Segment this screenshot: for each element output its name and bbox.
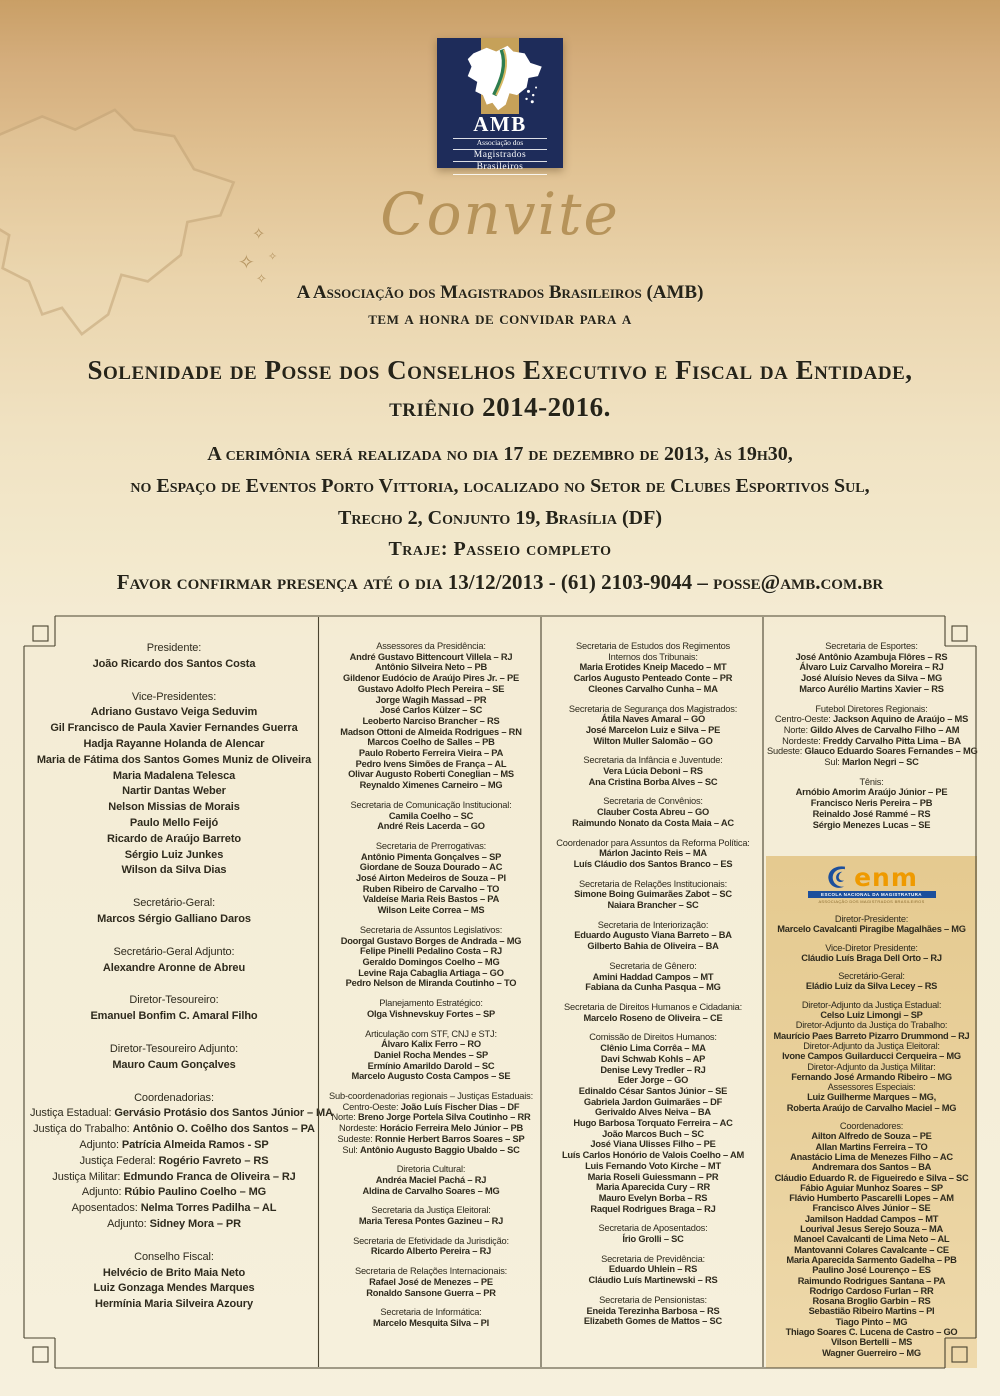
- directory-line: Vice-Diretor Presidente:: [825, 942, 918, 953]
- directory-line: Marcelo Cavalcanti Piragibe Magalhães – MG: [777, 924, 966, 935]
- directory-line: Assessores da Presidência:: [376, 641, 486, 651]
- star-icon: ✧: [256, 272, 267, 287]
- directory-line: Secretaria da Infância e Juventude:: [583, 755, 723, 766]
- directory-line: Ivone Campos Guilarducci Cerqueira – MG: [782, 1051, 961, 1062]
- directory-line: Geraldo Domingos Coelho – MG: [362, 956, 500, 967]
- directory-line: Secretário-Geral Adjunto:: [113, 945, 235, 958]
- amb-logo: [437, 38, 563, 172]
- directory-line: Vice-Presidentes:: [131, 690, 217, 703]
- directory-line: Eder Jorge – GO: [617, 1075, 689, 1086]
- directory-line: Diretor-Adjunto da Justiça do Trabalho:: [795, 1020, 948, 1031]
- enm-directory: [766, 914, 977, 1366]
- directory-line: Álvaro Kalix Ferro – RO: [381, 1039, 481, 1050]
- directory-line: Secretaria de Estudos dos Regimentos: [575, 641, 731, 651]
- directory-line: Secretaria de Previdência:: [601, 1253, 705, 1264]
- directory-line: Wilton Muller Salomão – GO: [593, 735, 713, 746]
- directory-line: Diretor-Adjunto da Justiça Estadual:: [801, 999, 942, 1010]
- directory-line: Thiago Soares C. Lucena de Castro – GO: [785, 1326, 958, 1337]
- enm-wordmark: enm: [854, 862, 918, 892]
- directory-line: Tênis:: [859, 776, 884, 787]
- directory-line: Secretaria de Assuntos Legislativos:: [359, 924, 503, 935]
- enm-logo: [766, 864, 977, 904]
- directory-block: [30, 1250, 318, 1313]
- directory-line: Luiz Guilherme Marques – MG,: [807, 1092, 936, 1103]
- directory-line: Secretaria de Prerrogativas:: [375, 840, 487, 851]
- directory-line: Antônio Pimenta Gonçalves – SP: [360, 851, 502, 862]
- directory-line: Andremara dos Santos – BA: [811, 1162, 932, 1173]
- directory-line: Eduardo Augusto Viana Barreto – BA: [574, 930, 732, 941]
- directory-block: [767, 641, 976, 695]
- directory-line: José Airton Medeiros de Souza – PI: [356, 873, 506, 884]
- column-secretariats-1: [323, 641, 539, 1338]
- directory-line: Diretor-Adjunto da Justiça Eleitoral:: [803, 1040, 940, 1051]
- directory-block: [323, 841, 539, 916]
- directory-line: Roberta Araújo de Carvalho Maciel – MG: [786, 1102, 957, 1113]
- directory-block: [323, 800, 539, 832]
- star-icon: ✧: [252, 224, 266, 243]
- directory-block: [766, 971, 977, 992]
- directory-line: Rosana Broglio Garbin – RS: [812, 1296, 931, 1307]
- event-details-line-2: no Espaço de Eventos Porto Vittoria, localizado no Setor de Clubes Esportivos Sul,: [130, 475, 870, 497]
- directory-block: [30, 945, 318, 977]
- directory-line: Marcelo Augusto Costa Campos – SE: [351, 1071, 511, 1082]
- event-details-line-1: A cerimônia será realizada no dia 17 de dezembro de 2013, às 19h30,: [207, 443, 793, 465]
- directory-line: Gabriela Jardon Guimarães – DF: [583, 1096, 723, 1107]
- directory-line: Clauber Costa Abreu – GO: [596, 807, 710, 818]
- directory-line: Maria Madalena Telesca: [112, 769, 236, 782]
- directory-block: [323, 1205, 539, 1226]
- directory-block: [323, 1236, 539, 1257]
- directory-line: Adjunto: Patrícia Almeida Ramos - SP: [79, 1138, 269, 1151]
- directory-line: José Carlos Külzer – SC: [379, 705, 483, 716]
- directory-line: Hugo Barbosa Torquato Ferreira – AC: [573, 1118, 733, 1129]
- directory-line: Ruben Ribeiro de Carvalho – TO: [362, 883, 500, 894]
- directory-line: Cláudio Luís Braga Dell Orto – RJ: [801, 952, 942, 963]
- directory-line: Gerivaldo Alves Neiva – BA: [595, 1107, 711, 1118]
- star-icon: ✧: [268, 250, 278, 263]
- directory-line: Secretaria de Convênios:: [603, 796, 703, 807]
- directory-line: Sul: Marlon Negri – SC: [824, 757, 919, 768]
- directory-line: Secretaria de Pensionistas:: [599, 1294, 707, 1305]
- event-details-line-3: Trecho 2, Conjunto 19, Brasília (DF): [338, 507, 662, 529]
- directory-line: Pedro Nelson de Miranda Coutinho – TO: [345, 978, 517, 989]
- directory-line: Nordeste: Horácio Ferreira Melo Júnior – PB: [338, 1123, 524, 1134]
- directory-line: Giordane de Souza Dourado – AC: [359, 862, 503, 873]
- directory-line: Diretoria Cultural:: [396, 1164, 466, 1175]
- directory-block: [30, 993, 318, 1025]
- directory-line: José Aluísio Neves da Silva – MG: [800, 673, 943, 684]
- enm-box: [766, 856, 977, 1368]
- directory-block: [545, 641, 761, 695]
- directory-line: Felipe Pinelli Pedalino Costa – RJ: [360, 946, 502, 957]
- directory-line: Marcos Sérgio Galliano Daros: [97, 912, 251, 925]
- directory-block: [545, 920, 761, 952]
- directory-line: Maria Erotides Kneip Macedo – MT: [579, 662, 727, 673]
- directory-line: Raquel Rodrigues Braga – RJ: [590, 1203, 716, 1214]
- directory-line: Paulo Roberto Ferreira Vieira – PA: [358, 748, 504, 759]
- directory-line: Marcos Coelho de Salles – PB: [367, 737, 495, 748]
- directory-line: Secretaria de Esportes:: [825, 641, 918, 651]
- directory-line: Manoel Cavalcanti de Lima Neto – AL: [793, 1234, 950, 1245]
- event-headline-line-1: Solenidade de Posse dos Conselhos Executivo e Fiscal da Entidade,: [87, 355, 913, 385]
- directory-line: Eládio Luiz da Silva Lecey – RS: [805, 981, 938, 992]
- directory-line: Adjunto: Sidney Mora – PR: [107, 1217, 241, 1230]
- directory-line: Secretaria de Relações Internacionais:: [354, 1266, 508, 1277]
- directory-line: Andréa Maciel Pachá – RJ: [375, 1174, 487, 1185]
- directory-line: Secretaria de Interiorização:: [597, 919, 709, 930]
- directory-block: [323, 925, 539, 989]
- directory-line: Justiça Estadual: Gervásio Protásio dos Santos Júnior – MA: [30, 1107, 333, 1120]
- column-sports: [767, 641, 976, 839]
- directory-line: Celso Luiz Limongi – SP: [820, 1010, 923, 1021]
- enm-school-name: ESCOLA NACIONAL DA MAGISTRATURA: [808, 891, 936, 898]
- directory-line: Luis Fernando Voto Kirche – MT: [585, 1160, 721, 1171]
- directory-line: José Viana Ulisses Filho – PE: [590, 1139, 716, 1150]
- directory-line: Assessores Especiais:: [827, 1082, 916, 1093]
- directory-line: Mauro Caum Gonçalves: [112, 1058, 236, 1071]
- directory-block: [323, 1307, 539, 1328]
- directory-line: Coordenadorias:: [134, 1091, 214, 1104]
- directory-block: [545, 1295, 761, 1327]
- directory-line: Maria Aparecida Cury – RR: [595, 1182, 710, 1193]
- directory-line: Flávio Humberto Pascarelli Lopes – AM: [789, 1193, 954, 1204]
- directory-block: [766, 914, 977, 935]
- directory-line: Diretor-Adjunto da Justiça Militar:: [807, 1061, 936, 1072]
- directory-line: Emanuel Bonfim C. Amaral Filho: [90, 1010, 258, 1023]
- directory-line: Marcelo Mesquita Silva – PI: [372, 1317, 490, 1328]
- directory-block: [30, 1091, 333, 1233]
- directory-line: Doorgal Gustavo Borges de Andrada – MG: [340, 935, 522, 946]
- directory-line: Futebol Diretores Regionais:: [815, 703, 928, 714]
- directory-line: Reinaldo José Rammé – RS: [812, 808, 931, 819]
- directory-line: Sudeste: Glauco Eduardo Soares Fernandes – MG: [767, 746, 978, 757]
- directory-line: Articulação com STF, CNJ e STJ:: [365, 1028, 497, 1039]
- directory-line: Diretor-Presidente:: [834, 914, 909, 924]
- amb-org-line: Brasileiros: [453, 162, 547, 175]
- directory-line: Paulino José Lourenço – ES: [812, 1265, 931, 1276]
- directory-line: Raimundo Rodrigues Santana – PA: [797, 1275, 946, 1286]
- brazil-map-icon: [451, 42, 549, 116]
- directory-line: André Gustavo Bittencourt Villela – RJ: [349, 651, 513, 662]
- amb-org-name: [453, 138, 547, 175]
- enm-association-name: ASSOCIAÇÃO DOS MAGISTRADOS BRASILEIROS: [818, 899, 925, 904]
- intro-line-1: A Associação dos Magistrados Brasileiros (AMB): [296, 282, 704, 303]
- directory-line: João Ricardo dos Santos Costa: [92, 657, 256, 670]
- directory-line: Marcelo Roseno de Oliveira – CE: [583, 1012, 723, 1023]
- directory-line: Secretaria de Gênero:: [609, 960, 697, 971]
- amb-org-line: Magistrados: [453, 150, 547, 163]
- directory-line: Cleones Carvalho Cunha – MA: [588, 683, 718, 694]
- event-headline-line-2: triênio 2014-2016.: [389, 392, 611, 422]
- directory-block: [323, 641, 539, 791]
- directory-block: [545, 1254, 761, 1286]
- directory-line: Norte: Breno Jorge Portela Silva Coutinho – RR: [331, 1112, 531, 1123]
- directory-line: Allan Martins Ferreira – TO: [815, 1141, 928, 1152]
- directory-line: Raimundo Nonato da Costa Maia – AC: [572, 817, 734, 828]
- directory-line: Jamilson Haddad Campos – MT: [804, 1213, 939, 1224]
- directory-line: Paulo Mello Feijó: [129, 816, 219, 829]
- directory-line: Rodrigo Cardoso Furlan – RR: [809, 1285, 934, 1296]
- directory-line: Secretaria de Efetividade da Jurisdição:: [353, 1235, 509, 1246]
- directory-line: Cláudio Luís Martinewski – RS: [588, 1275, 718, 1286]
- directory-line: Mantovanni Colares Cavalcante – CE: [794, 1244, 949, 1255]
- directory-line: Maria Aparecida Sarmento Gadelha – PB: [786, 1254, 957, 1265]
- dress-code: Traje: Passeio completo: [388, 538, 612, 560]
- directory-block: [545, 796, 761, 828]
- directory-line: Justiça do Trabalho: Antônio O. Coêlho dos Santos – PA: [33, 1123, 315, 1136]
- directory-block: [545, 1223, 761, 1244]
- directory-block: [767, 777, 976, 831]
- directory-line: Olivar Augusto Roberti Coneglian – MS: [348, 769, 514, 780]
- directory-line: Gustavo Adolfo Plech Pereira – SE: [357, 683, 505, 694]
- directory-line: Secretaria de Aposentados:: [598, 1223, 708, 1234]
- directory-line: João Marcos Buch – SC: [602, 1128, 704, 1139]
- directory-block: [766, 1121, 977, 1358]
- directory-line: Ermínio Amarildo Darold – SC: [367, 1060, 495, 1071]
- directory-line: Írio Grolli – SC: [622, 1234, 684, 1245]
- directory-line: Nartir Dantas Weber: [122, 785, 226, 798]
- directory-line: Nelson Missias de Morais: [108, 801, 240, 814]
- directory-line: Sérgio Menezes Lucas – SE: [812, 819, 931, 830]
- directory-line: Simone Boing Guimarães Zabot – SC: [574, 889, 732, 900]
- directory-line: Ailton Alfredo de Souza – PE: [811, 1131, 932, 1142]
- directory-line: Justiça Federal: Rogério Favreto – RS: [79, 1154, 269, 1167]
- directory-line: Secretaria de Comunicação Institucional:: [350, 799, 512, 810]
- directory-line: Mauro Evelyn Borba – RS: [598, 1192, 708, 1203]
- directory-line: Maurício Paes Barreto Pizarro Drummond – RJ: [773, 1030, 970, 1041]
- directory-line: Maria Roseli Guiessmann – PR: [587, 1171, 719, 1182]
- directory-line: Antônio Silveira Neto – PB: [374, 662, 488, 673]
- directory-line: Justiça Militar: Edmundo Franca de Oliveira – RJ: [52, 1170, 296, 1183]
- directory-block: [545, 704, 761, 747]
- directory-line: Madson Ottoni de Almeida Rodrigues – RN: [340, 726, 522, 737]
- directory-line: Nordeste: Freddy Carvalho Pitta Lima – BA: [782, 735, 961, 746]
- directory-line: Secretaria de Direitos Humanos e Cidadania:: [564, 1001, 742, 1012]
- directory-line: José Antônio Azambuja Flôres – RS: [795, 651, 948, 662]
- directory-line: Eduardo Uhlein – RS: [608, 1264, 698, 1275]
- directory-line: Hermínia Maria Silveira Azoury: [95, 1298, 253, 1311]
- directory-line: José Marcelon Luiz e Silva – PE: [585, 724, 721, 735]
- directory-line: Lourival Jesus Serejo Souza – MA: [800, 1224, 943, 1235]
- directory-line: Gil Francisco de Paula Xavier Fernandes Guerra: [50, 722, 298, 735]
- directory-line: Jorge Wagih Massad – PR: [375, 694, 487, 705]
- directory-line: Secretaria da Justiça Eleitoral:: [371, 1205, 491, 1216]
- directory-line: Valdeíse Maria Reis Bastos – PA: [362, 894, 500, 905]
- column-secretariats-2: [545, 641, 761, 1336]
- directory-line: Átila Naves Amaral – GO: [600, 714, 706, 725]
- directory-block: [545, 838, 761, 870]
- directory-line: Márlon Jacinto Reis – MA: [599, 848, 707, 859]
- directory-line: Secretário-Geral:: [838, 971, 905, 982]
- directory-block: [766, 943, 977, 964]
- directory-line: Fernando José Armando Ribeiro – MG: [791, 1071, 952, 1082]
- directory-line: Daniel Rocha Mendes – SP: [373, 1049, 489, 1060]
- directory-line: Davi Schwab Kohls – AP: [600, 1053, 706, 1064]
- directory-block: [545, 755, 761, 787]
- directory-line: Maria Teresa Pontes Gazineu – RJ: [358, 1216, 504, 1227]
- directory-block: [545, 1032, 761, 1214]
- directory-line: Wilson da Silva Dias: [121, 864, 227, 877]
- directory-line: Clênio Lima Corrêa – MA: [600, 1043, 706, 1054]
- directory-line: Secretaria de Segurança dos Magistrados:: [568, 703, 738, 714]
- directory-line: Coordenador para Assuntos da Reforma Política:: [556, 837, 750, 848]
- directory-line: Hadja Rayanne Holanda de Alencar: [83, 737, 265, 750]
- directory-block: [30, 641, 318, 673]
- directory-block: [766, 1000, 977, 1113]
- directory-line: Ricardo Alberto Pereira – RJ: [370, 1246, 492, 1257]
- directory-line: Álvaro Luiz Carvalho Moreira – RJ: [799, 662, 944, 673]
- event-headline: [0, 352, 1000, 426]
- directory-line: Secretaria de Informática:: [380, 1307, 482, 1318]
- directory-line: Sub-coordenadorias regionais – Justiças Estaduais:: [329, 1091, 533, 1102]
- directory-line: Sudeste: Ronnie Herbert Barros Soares – SP: [337, 1133, 525, 1144]
- directory-block: [30, 690, 318, 880]
- directory-line: Tiago Pinto – MG: [835, 1316, 908, 1327]
- directory-line: Francisco Alves Júnior – SE: [812, 1203, 931, 1214]
- invitation-title: Convite: [380, 180, 620, 248]
- directory-line: Fabiana da Cunha Pasqua – MG: [585, 982, 721, 993]
- directory-line: Ricardo de Araújo Barreto: [106, 832, 241, 845]
- column-executive-board: [30, 641, 333, 1330]
- directory-block: [767, 704, 976, 768]
- directory-block: [30, 1042, 318, 1074]
- directory-block: [323, 1266, 539, 1298]
- directory-line: Conselho Fiscal:: [134, 1250, 214, 1263]
- directory-line: Wagner Guerreiro – MG: [822, 1347, 921, 1358]
- directory-block: [323, 1164, 539, 1196]
- event-details: [0, 438, 1000, 534]
- directory-line: Planejamento Estratégico:: [379, 998, 483, 1009]
- directory-line: Naiara Brancher – SC: [607, 900, 699, 911]
- directory-line: Internos dos Tribunais:: [608, 651, 698, 662]
- directory-line: Vera Lúcia Deboni – RS: [603, 766, 703, 777]
- directory-block: [545, 961, 761, 993]
- directory-line: Secretaria de Relações Institucionais:: [579, 878, 727, 889]
- directory-line: Aposentados: Nelma Torres Padilha – AL: [71, 1202, 277, 1215]
- directory-line: Leoberto Narciso Brancher – RS: [362, 715, 500, 726]
- directory-line: Maria de Fátima dos Santos Gomes Muniz de Oliveira: [36, 753, 312, 766]
- directory-line: Centro-Oeste: Jackson Aquino de Araújo – MS: [774, 714, 969, 725]
- directory-line: Presidente:: [146, 642, 202, 654]
- directory-line: Amini Haddad Campos – MT: [592, 971, 714, 982]
- directory-line: Cláudio Eduardo R. de Figueiredo e Silva – SC: [774, 1172, 969, 1183]
- directory-line: Olga Vishnevskuy Fortes – SP: [366, 1008, 496, 1019]
- directory-line: Gilberto Bahia de Oliveira – BA: [587, 941, 719, 952]
- directory-line: Comissão de Direitos Humanos:: [589, 1032, 717, 1043]
- star-icon: ✧: [238, 250, 255, 274]
- directory-line: Gildenor Eudócio de Araújo Pires Jr. – PE: [343, 673, 519, 684]
- directory-line: Adriano Gustavo Veiga Seduvim: [90, 706, 258, 719]
- directory-block: [323, 1029, 539, 1083]
- directory-line: Luís Cláudio dos Santos Branco – ES: [573, 858, 733, 869]
- directory-line: Fábio Aguiar Munhoz Soares – SP: [800, 1182, 943, 1193]
- directory-line: Luiz Gonzaga Mendes Marques: [93, 1282, 255, 1295]
- directory-line: Ronaldo Sansone Guerra – PR: [366, 1287, 496, 1298]
- directory-line: Diretor-Tesoureiro Adjunto:: [109, 1042, 239, 1055]
- directory-line: Francisco Neris Pereira – PB: [810, 798, 933, 809]
- directory-line: Sebastião Ribeiro Martins – PI: [808, 1306, 935, 1317]
- directory-line: Pedro Ivens Simões de França – AL: [355, 758, 507, 769]
- amb-abbr: AMB: [473, 112, 527, 136]
- directory-line: Ana Cristina Borba Alves – SC: [588, 776, 718, 787]
- directory-line: Aldina de Carvalho Soares – MG: [362, 1185, 500, 1196]
- directory-line: Denise Levy Tredler – RJ: [600, 1064, 706, 1075]
- directory-line: Adjunto: Rúbio Paulino Coelho – MG: [81, 1186, 267, 1199]
- directory-line: Helvécio de Brito Maia Neto: [102, 1266, 246, 1279]
- directory-block: [323, 998, 539, 1019]
- directory-line: Elizabeth Gomes de Mattos – SC: [583, 1316, 723, 1327]
- directory-line: Reynaldo Ximenes Carneiro – MG: [359, 780, 503, 791]
- directory-line: Coordenadores:: [839, 1121, 904, 1132]
- directory-block: [545, 1002, 761, 1023]
- directory-line: Sul: Antônio Augusto Baggio Ubaldo – SC: [342, 1144, 520, 1155]
- directory-line: Alexandre Aronne de Abreu: [102, 961, 246, 974]
- directory-block: [545, 879, 761, 911]
- intro-line-2: tem a honra de convidar para a: [368, 308, 632, 328]
- directory-line: Marco Aurélio Martins Xavier – RS: [799, 683, 944, 694]
- directory-line: Centro-Oeste: João Luís Fischer Dias – DF: [342, 1101, 520, 1112]
- directory-block: [323, 1091, 539, 1155]
- directory-line: Secretário-Geral:: [132, 897, 216, 910]
- directory-line: Vilson Bertelli – MS: [830, 1337, 913, 1348]
- directory-line: Diretor-Tesoureiro:: [129, 994, 219, 1007]
- enm-swoosh-icon: [825, 864, 851, 890]
- directory-line: Anastácio Lima de Menezes Filho – AC: [790, 1151, 953, 1162]
- directory-line: Eneida Terezinha Barbosa – RS: [586, 1305, 720, 1316]
- directory-line: Arnóbio Amorim Araújo Júnior – PE: [795, 787, 948, 798]
- amb-org-line: Associação dos: [453, 139, 547, 150]
- directory-line: Luís Carlos Honório de Valois Coelho – AM: [561, 1150, 745, 1161]
- directory-line: Rafael José de Menezes – PE: [369, 1276, 493, 1287]
- directory-line: Levine Raja Cabaglia Artiaga – GO: [358, 967, 504, 978]
- directory-line: André Reis Lacerda – GO: [377, 821, 485, 832]
- directory-line: Norte: Gildo Alves de Carvalho Filho – AM: [783, 724, 960, 735]
- directory-line: Sérgio Luiz Junkes: [124, 848, 224, 861]
- directory-line: Wilson Leite Correa – MS: [377, 905, 485, 916]
- directory-line: Edinaldo César Santos Júnior – SE: [578, 1085, 728, 1096]
- directory-block: [30, 896, 318, 928]
- directory-line: Camila Coelho – SC: [388, 810, 474, 821]
- directory-line: Carlos Augusto Penteado Conte – PR: [573, 673, 733, 684]
- rsvp-line: Favor confirmar presença até o dia 13/12/2013 - (61) 2103-9044 – posse@amb.com.br: [116, 570, 884, 594]
